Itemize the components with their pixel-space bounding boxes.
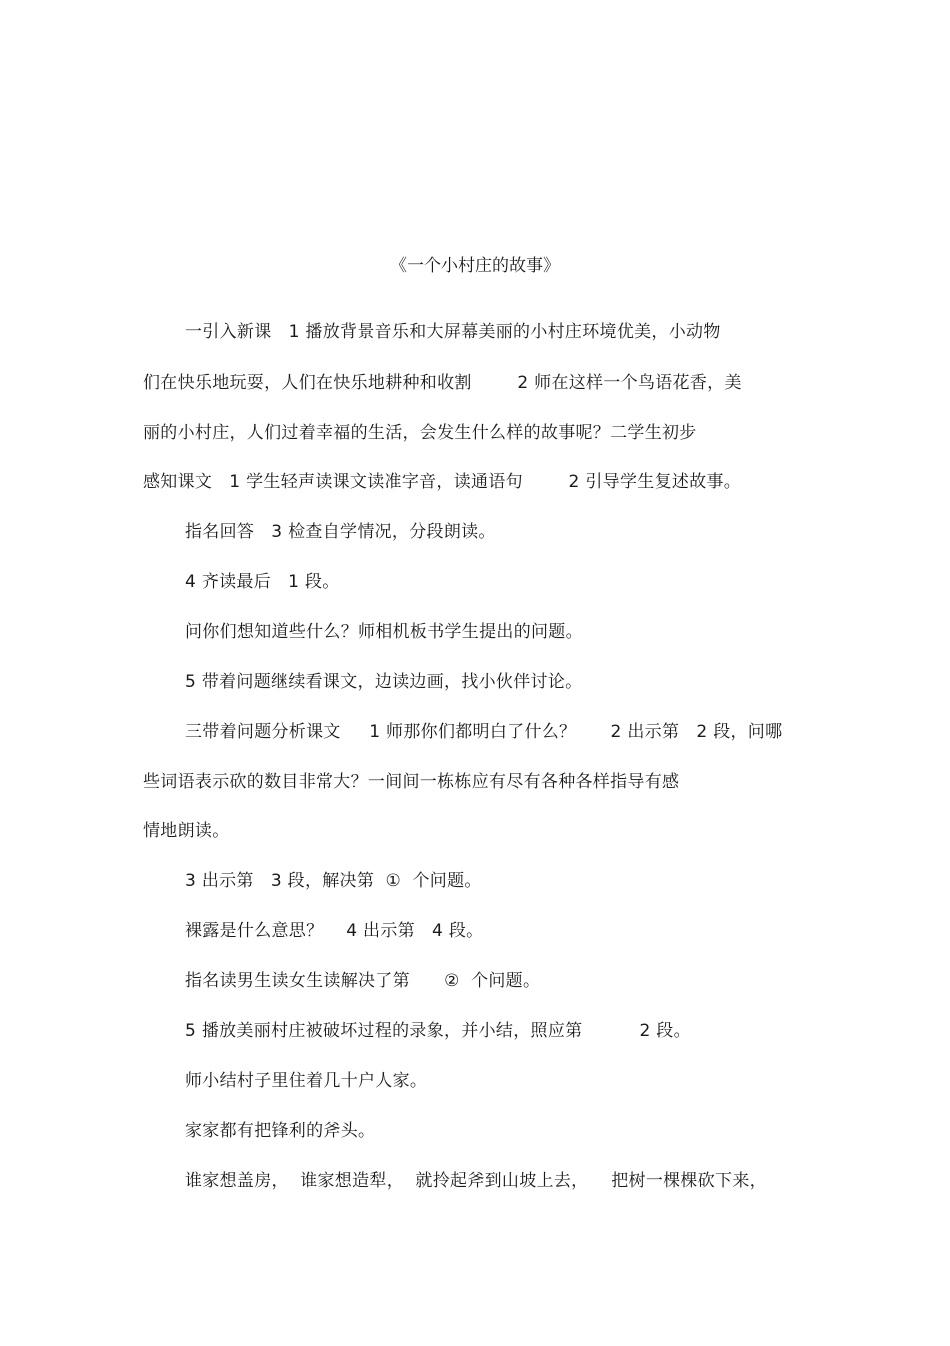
text-line-15: 5 播放美丽村庄被破坏过程的录象，并小结，照应第 2 段。 <box>185 1021 691 1041</box>
text-line-1: 一引入新课 1 播放背景音乐和大屏幕美丽的小村庄环境优美，小动物 <box>185 322 721 342</box>
text-line-17: 家家都有把锋利的斧头。 <box>185 1121 376 1141</box>
text-line-6: 4 齐读最后 1 段。 <box>185 572 340 592</box>
text-line-7: 问你们想知道些什么？师相机板书学生提出的问题。 <box>185 622 583 642</box>
text-line-11: 情地朗读。 <box>143 821 230 841</box>
text-line-4: 感知课文 1 学生轻声读课文读准字音，读通语句 2 引导学生复述故事。 <box>143 472 742 492</box>
document-title: 《一个小村庄的故事》 <box>390 256 560 276</box>
text-line-13: 裸露是什么意思？ 4 出示第 4 段。 <box>185 921 484 941</box>
text-line-12: 3 出示第 3 段，解决第 ① 个问题。 <box>185 871 482 891</box>
text-line-2: 们在快乐地玩耍，人们在快乐地耕种和收割 2 师在这样一个鸟语花香，美 <box>143 373 742 393</box>
text-line-10: 些词语表示砍的数目非常大？一间间一栋栋应有尽有各种各样指导有感 <box>143 772 680 792</box>
text-line-3: 丽的小村庄，人们过着幸福的生活，会发生什么样的故事呢？二学生初步 <box>143 423 697 443</box>
text-line-9: 三带着问题分析课文 1 师那你们都明白了什么？ 2 出示第 2 段，问哪 <box>185 722 783 742</box>
text-line-8: 5 带着问题继续看课文，边读边画，找小伙伴讨论。 <box>185 672 583 692</box>
text-line-5: 指名回答 3 检查自学情况，分段朗读。 <box>185 522 496 542</box>
text-line-14: 指名读男生读女生读解决了第 ② 个问题。 <box>185 971 541 991</box>
text-line-18: 谁家想盖房， 谁家想造犁， 就拎起斧到山坡上去， 把树一棵棵砍下来， <box>185 1171 767 1191</box>
text-line-16: 师小结村子里住着几十户人家。 <box>185 1071 428 1091</box>
